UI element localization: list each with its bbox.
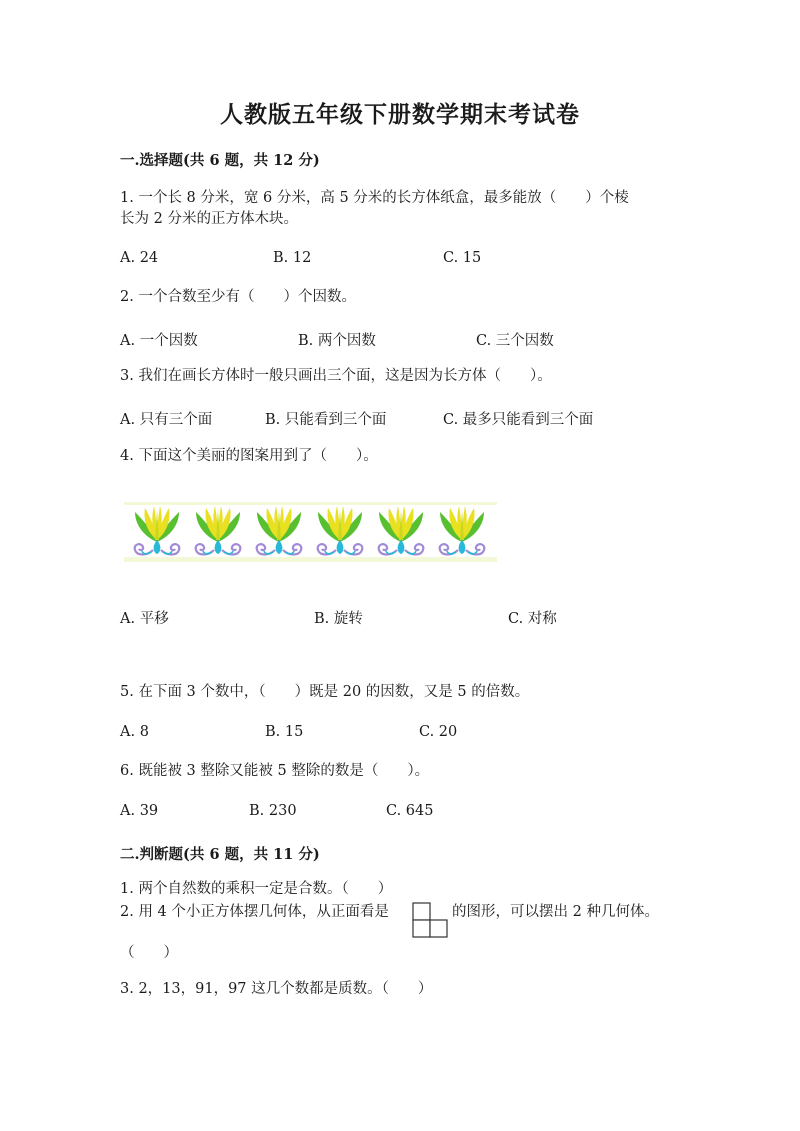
question-4-option-c: C. 对称 xyxy=(508,611,557,627)
question-3-option-c: C. 最多只能看到三个面 xyxy=(443,412,594,428)
judgment-question-2-part-1: 2. 用 4 个小正方体摆几何体，从正面看是 xyxy=(120,904,389,920)
question-3-option-b: B. 只能看到三个面 xyxy=(265,412,387,428)
question-6-option-b: B. 230 xyxy=(249,803,297,819)
question-1-option-c: C. 15 xyxy=(443,250,482,266)
question-3-option-a: A. 只有三个面 xyxy=(120,412,213,428)
question-1-option-a: A. 24 xyxy=(120,250,159,266)
judgment-question-2-paren: （ ） xyxy=(120,945,178,961)
question-4: 4. 下面这个美丽的图案用到了（ ）。 xyxy=(120,448,378,464)
question-2: 2. 一个合数至少有（ ）个因数。 xyxy=(120,289,356,305)
question-6: 6. 既能被 3 整除又能被 5 整除的数是（ ）。 xyxy=(120,763,430,779)
question-4-option-b: B. 旋转 xyxy=(314,611,363,627)
question-5-option-b: B. 15 xyxy=(265,724,304,740)
question-5-option-a: A. 8 xyxy=(120,724,149,740)
question-5: 5. 在下面 3 个数中，（ ）既是 20 的因数，又是 5 的倍数。 xyxy=(120,684,530,700)
section-heading-choice: 一.选择题(共 6 题，共 12 分) xyxy=(120,152,320,169)
question-2-option-c: C. 三个因数 xyxy=(476,333,554,349)
pattern-border-image xyxy=(124,500,497,564)
section-heading-judgment: 二.判断题(共 6 题，共 11 分) xyxy=(120,846,320,863)
page-title: 人教版五年级下册数学期末考试卷 xyxy=(220,101,580,128)
judgment-question-2-part-2: 的图形，可以摆出 2 种几何体。 xyxy=(452,904,659,920)
front-view-figure-icon xyxy=(412,902,448,938)
question-6-option-c: C. 645 xyxy=(386,803,434,819)
question-3: 3. 我们在画长方体时一般只画出三个面，这是因为长方体（ ）。 xyxy=(120,368,552,384)
judgment-question-3: 3. 2，13，91，97 这几个数都是质数。（ ） xyxy=(120,981,433,997)
question-1-option-b: B. 12 xyxy=(273,250,312,266)
question-4-option-a: A. 平移 xyxy=(120,611,169,627)
question-2-option-a: A. 一个因数 xyxy=(120,333,198,349)
question-6-option-a: A. 39 xyxy=(120,803,159,819)
question-2-option-b: B. 两个因数 xyxy=(298,333,376,349)
question-1-line-1: 1. 一个长 8 分米，宽 6 分米，高 5 分米的长方体纸盒，最多能放（ ）个棱 xyxy=(120,190,629,206)
question-5-option-c: C. 20 xyxy=(419,724,458,740)
judgment-question-1: 1. 两个自然数的乘积一定是合数。（ ） xyxy=(120,881,393,897)
question-1-line-2: 长为 2 分米的正方体木块。 xyxy=(120,211,298,227)
